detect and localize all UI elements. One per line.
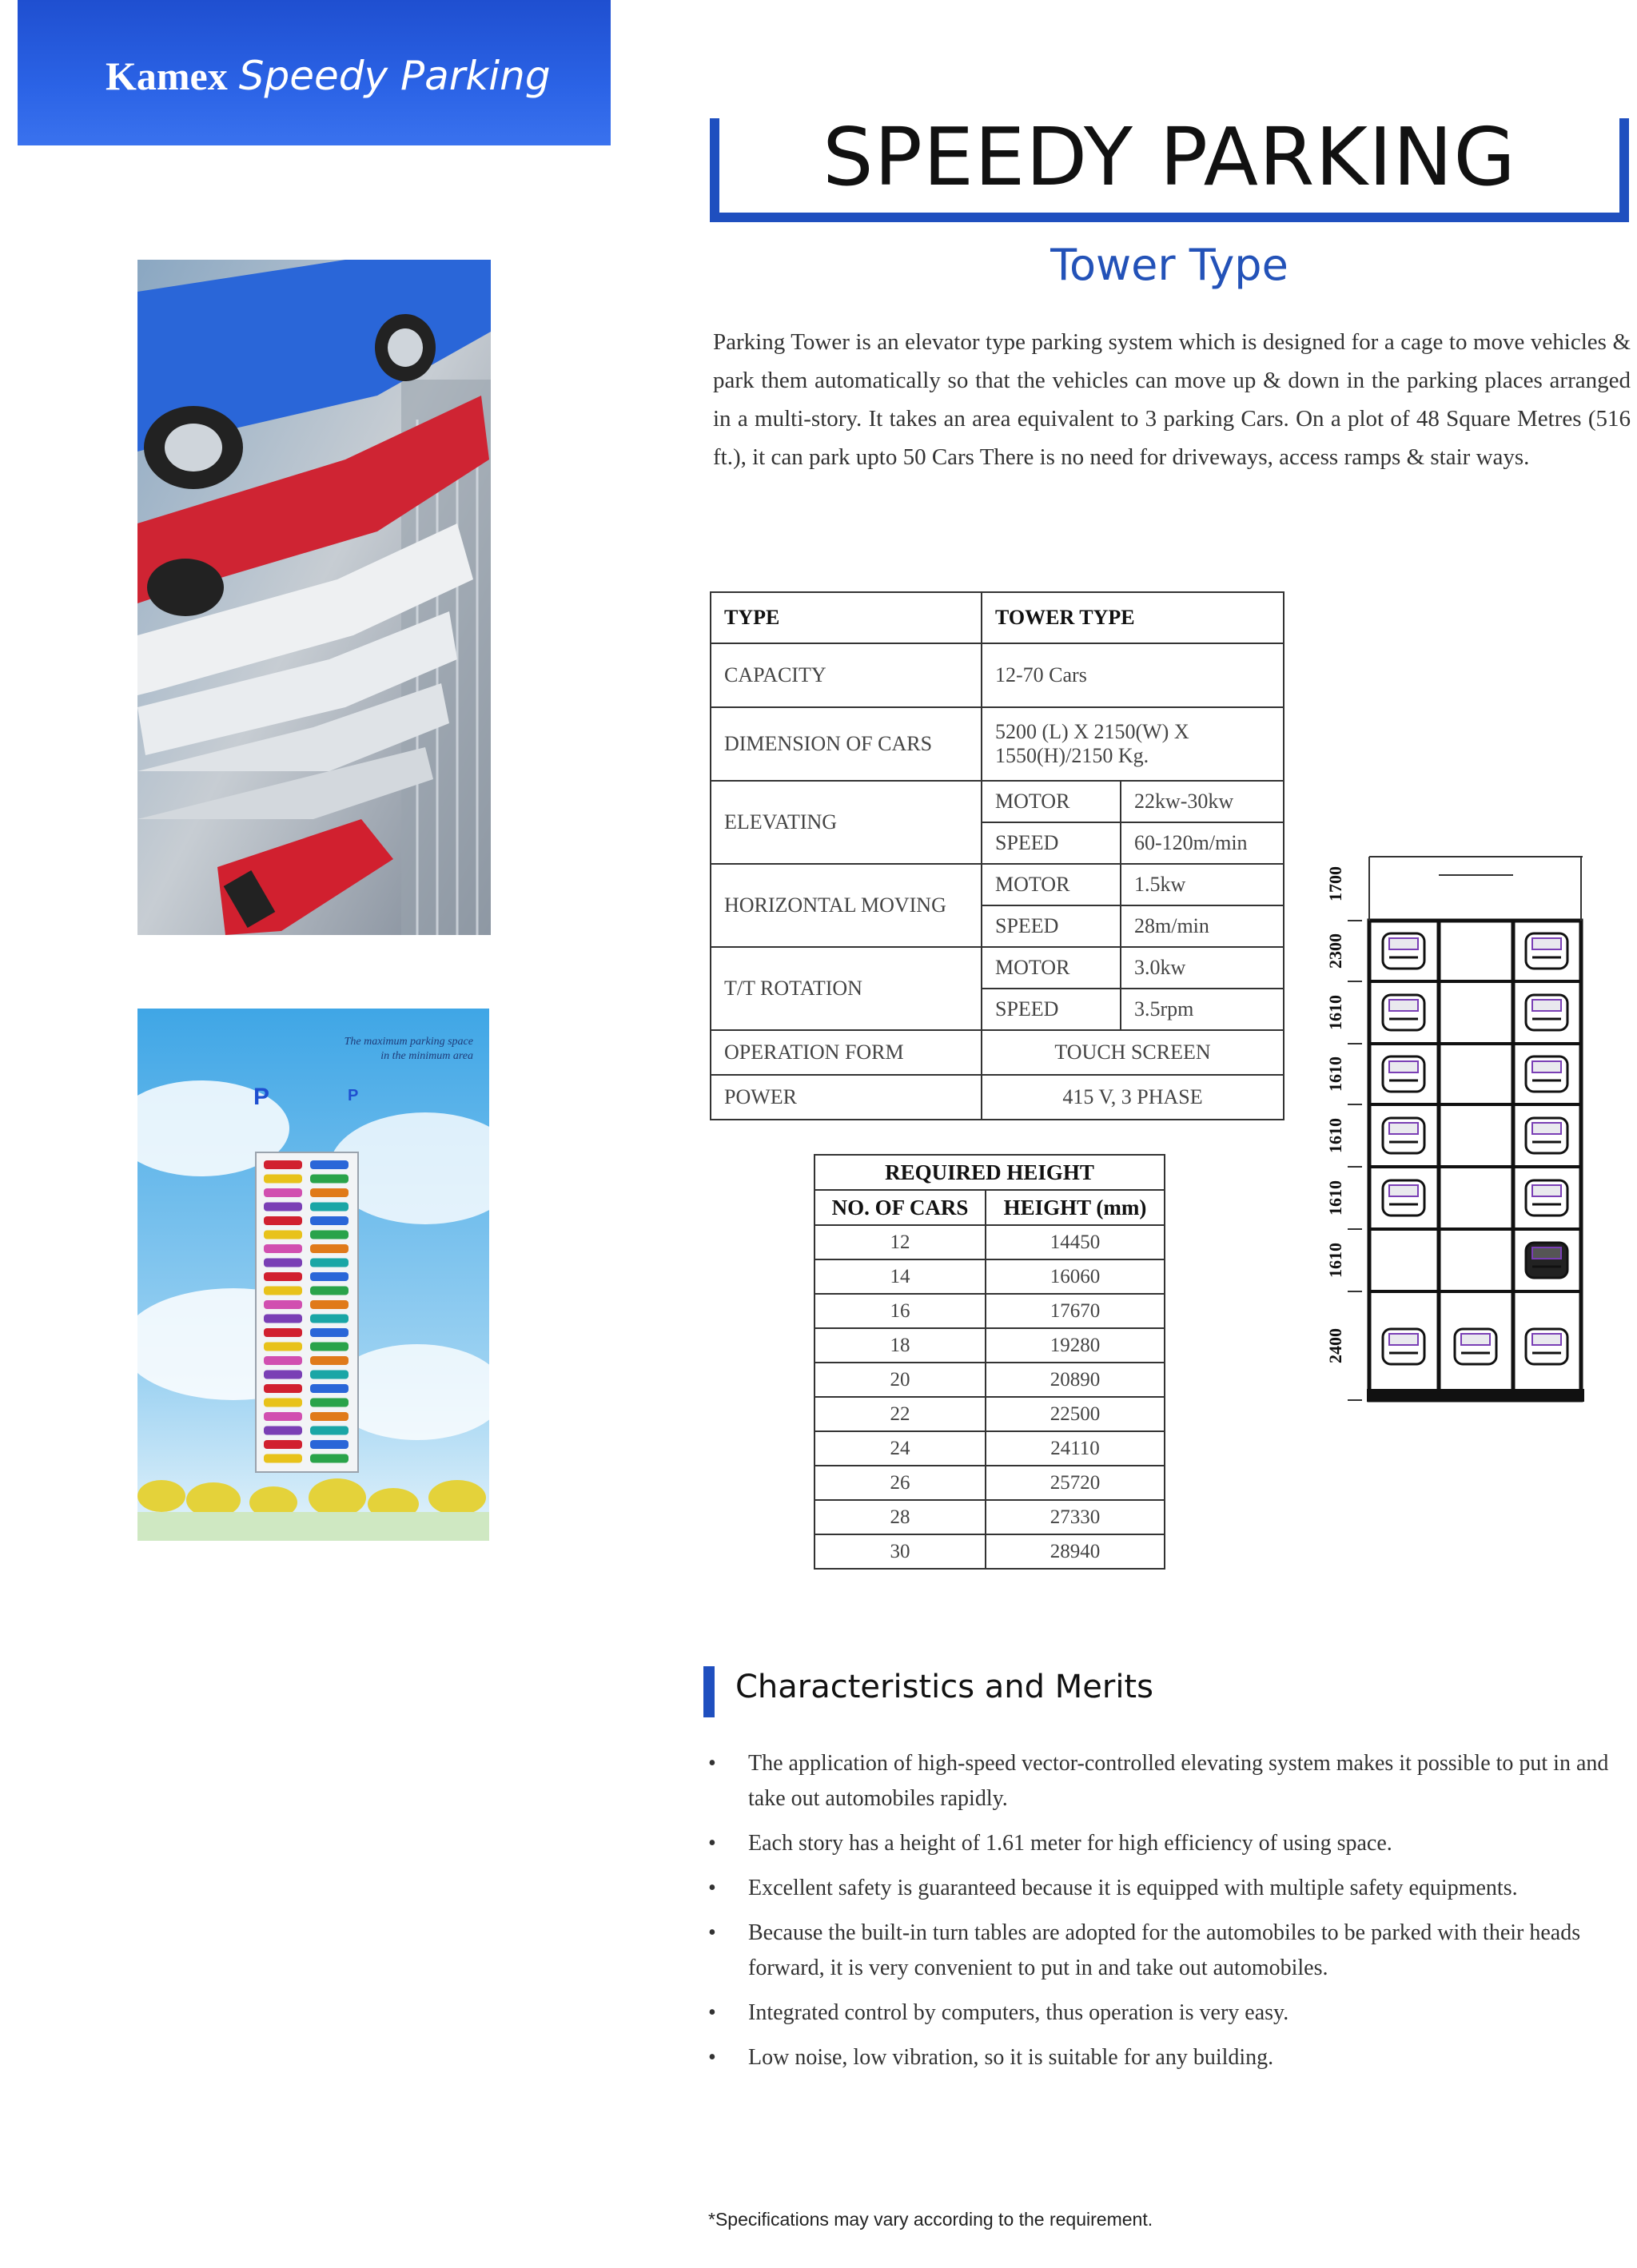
spec-table [710,591,1285,1120]
brand-italic: Speedy Parking [238,53,551,99]
height-mm-cell: 24110 [986,1431,1165,1466]
horizontal-speed-value: 28m/min [1121,905,1284,947]
parking-sign-1: P [253,1084,270,1110]
table-row [815,1294,1165,1328]
height-mm-cell: 28940 [986,1534,1165,1569]
height-cars-cell: 16 [815,1294,986,1328]
horizontal-label: HORIZONTAL MOVING [711,864,982,947]
title-box [710,110,1629,222]
car-icon [1526,1180,1567,1216]
mini-car [264,1356,302,1365]
brand-name [106,53,551,99]
dimension-value [982,707,1284,781]
height-cars-cell: 18 [815,1328,986,1363]
mini-car [264,1328,302,1337]
height-cars-cell: 22 [815,1397,986,1431]
mini-car [310,1399,349,1407]
mini-car [310,1328,349,1337]
car-icon [1455,1329,1496,1364]
mini-car [264,1440,302,1449]
list-item [708,1916,1635,1986]
table-row [815,1534,1165,1569]
rotation-speed-value: 3.5rpm [1121,989,1284,1030]
height-table-title: REQUIRED HEIGHT [815,1155,1165,1190]
bullet-icon: • [708,1920,716,1945]
height-cars-cell: 26 [815,1466,986,1500]
mini-car [310,1203,349,1212]
table-row [711,592,1284,643]
merit-text: Excellent safety is guaranteed because it is equipped with multiple safety equipments. [748,1876,1518,1900]
height-col-height: HEIGHT (mm) [986,1190,1165,1225]
table-row [815,1363,1165,1397]
page-subtitle: Tower Type [1050,240,1288,290]
mini-car [310,1188,349,1197]
table-row [711,781,1284,822]
height-col-cars: NO. OF CARS [815,1190,986,1225]
car-icon [1526,1056,1567,1092]
table-row [815,1155,1165,1190]
operation-value: TOUCH SCREEN [982,1030,1284,1075]
mini-car [310,1384,349,1393]
dimension-line-1: 5200 (L) X 2150(W) X [995,720,1189,743]
mini-car [264,1315,302,1323]
mini-car [310,1216,349,1225]
table-row [815,1259,1165,1294]
bullet-icon: • [708,2045,716,2070]
mini-car [264,1244,302,1253]
table-row [711,947,1284,989]
mini-car [310,1300,349,1309]
elevating-speed-label: SPEED [982,822,1121,864]
height-cars-cell: 14 [815,1259,986,1294]
mini-car [264,1203,302,1212]
power-label: POWER [711,1075,982,1120]
merit-text: Integrated control by computers, thus operation is very easy. [748,2000,1289,2025]
list-item [708,1871,1635,1906]
height-cars-cell: 30 [815,1534,986,1569]
characteristics-heading: Characteristics and Merits [735,1669,1153,1705]
stacked-cars-photo [137,260,491,935]
height-mm-cell: 27330 [986,1500,1165,1534]
mini-car [310,1371,349,1379]
mini-car [264,1259,302,1267]
height-cars-cell: 24 [815,1431,986,1466]
bullet-icon: • [708,2000,716,2025]
mini-car [310,1231,349,1239]
mini-car [264,1188,302,1197]
merit-text: Because the built-in turn tables are adopted for the automobiles to be parked with their heads forward, it is very convenient to put in and take out automobiles. [748,1920,1581,1980]
horizontal-motor-value: 1.5kw [1121,864,1284,905]
table-row [711,864,1284,905]
car-icon [1383,1056,1424,1092]
rotation-motor-value: 3.0kw [1121,947,1284,989]
dimension-label: 2400 [1325,1328,1345,1363]
height-table-body [815,1225,1165,1569]
footnote: *Specifications may vary according to the requirement. [708,2209,1153,2230]
mini-car [264,1231,302,1239]
height-cars-cell: 12 [815,1225,986,1259]
elevating-speed-value: 60-120m/min [1121,822,1284,864]
bullet-icon: • [708,1751,716,1776]
table-row [815,1500,1165,1534]
car-icon [1383,933,1424,969]
list-item [708,2040,1635,2075]
height-mm-cell: 20890 [986,1363,1165,1397]
table-row [815,1431,1165,1466]
mini-car [310,1315,349,1323]
horizontal-motor-label: MOTOR [982,864,1121,905]
merit-text: Low noise, low vibration, so it is suitable for any building. [748,2045,1274,2070]
mini-car [264,1216,302,1225]
dimension-label: 2300 [1325,933,1345,969]
mini-car [264,1272,302,1281]
bullet-icon: • [708,1831,716,1856]
mini-car [310,1259,349,1267]
mini-car [264,1160,302,1169]
brand-banner [18,0,611,145]
dimension-line-2: 1550(H)/2150 Kg. [995,744,1149,767]
table-row [711,643,1284,707]
rotation-label: T/T ROTATION [711,947,982,1030]
car-icon [1526,1243,1567,1278]
table-row [711,1030,1284,1075]
dimension-label: 1610 [1325,1243,1345,1278]
height-mm-cell: 16060 [986,1259,1165,1294]
mini-car [310,1440,349,1449]
dimension-label: 1610 [1325,1118,1345,1153]
mini-car [264,1300,302,1309]
mini-car [310,1426,349,1435]
mini-car [264,1399,302,1407]
car-icon [1526,1118,1567,1153]
table-row [711,707,1284,781]
mini-car [310,1356,349,1365]
mini-car [264,1454,302,1463]
height-table [814,1154,1165,1570]
capacity-value: 12-70 Cars [982,643,1284,707]
photo-caption-2: in the minimum area [380,1050,473,1062]
car-icon [1383,1329,1424,1364]
height-mm-cell: 14450 [986,1225,1165,1259]
spec-header-type: TYPE [711,592,982,643]
list-item [708,1995,1635,2031]
height-mm-cell: 22500 [986,1397,1165,1431]
mini-car [310,1175,349,1184]
brand-bold: Kamex [106,54,228,98]
height-mm-cell: 25720 [986,1466,1165,1500]
merit-text: The application of high-speed vector-controlled elevating system makes it possible to put in and take out automobiles rapidly. [748,1751,1609,1811]
list-item [708,1746,1635,1816]
mini-car [310,1412,349,1421]
elevating-motor-label: MOTOR [982,781,1121,822]
rotation-speed-label: SPEED [982,989,1121,1030]
car-icon [1383,1118,1424,1153]
mini-car [310,1287,349,1295]
bullet-icon: • [708,1876,716,1900]
page-title: SPEEDY PARKING [822,110,1516,204]
height-mm-cell: 17670 [986,1294,1165,1328]
mini-car [264,1175,302,1184]
height-cars-cell: 28 [815,1500,986,1534]
mini-car [310,1244,349,1253]
elevating-label: ELEVATING [711,781,982,864]
tower-sky-photo [137,1009,489,1541]
car-icon [1383,1180,1424,1216]
table-row [815,1190,1165,1225]
power-value: 415 V, 3 PHASE [982,1075,1284,1120]
mini-car [310,1272,349,1281]
intro-paragraph: Parking Tower is an elevator type parking system which is designed for a cage to move vehicles & park them automatically so that the vehicles can move up & down in the parking places arranged in a multi-story. It takes an area equivalent to 3 parking Cars. On a plot of 48 Square Metres (516 ft.), it can park upto 50 Cars There is no need for driveways, access ramps & stair ways. [713,329,1631,470]
mini-car [264,1287,302,1295]
dimension-label: 1610 [1325,1056,1345,1092]
tower-diagram [1319,847,1637,1407]
list-item [708,1826,1635,1861]
table-row [815,1225,1165,1259]
merit-text: Each story has a height of 1.61 meter for high efficiency of using space. [748,1831,1392,1856]
mini-car [264,1371,302,1379]
car-icon [1526,995,1567,1030]
mini-car [310,1454,349,1463]
height-mm-cell: 19280 [986,1328,1165,1363]
spec-header-value: TOWER TYPE [982,592,1284,643]
table-row [815,1466,1165,1500]
rotation-motor-label: MOTOR [982,947,1121,989]
mini-car [264,1426,302,1435]
dimension-label: 1610 [1325,1180,1345,1216]
dimension-label: 1610 [1325,995,1345,1030]
mini-car [310,1160,349,1169]
height-cars-cell: 20 [815,1363,986,1397]
car-icon [1526,1329,1567,1364]
capacity-label: CAPACITY [711,643,982,707]
car-icon [1526,933,1567,969]
car-icon [1383,995,1424,1030]
mini-car [264,1412,302,1421]
merits-list [708,1746,1635,2085]
photo-caption-1: The maximum parking space [344,1036,473,1048]
mini-car [310,1343,349,1351]
horizontal-speed-label: SPEED [982,905,1121,947]
dimension-label: DIMENSION OF CARS [711,707,982,781]
parking-sign-2: P [348,1087,359,1104]
operation-label: OPERATION FORM [711,1030,982,1075]
dimension-label: 1700 [1325,866,1345,901]
section-accent-bar [703,1666,715,1717]
table-row [711,1075,1284,1120]
table-row [815,1328,1165,1363]
elevating-motor-value: 22kw-30kw [1121,781,1284,822]
mini-car [264,1343,302,1351]
mini-car [264,1384,302,1393]
table-row [815,1397,1165,1431]
